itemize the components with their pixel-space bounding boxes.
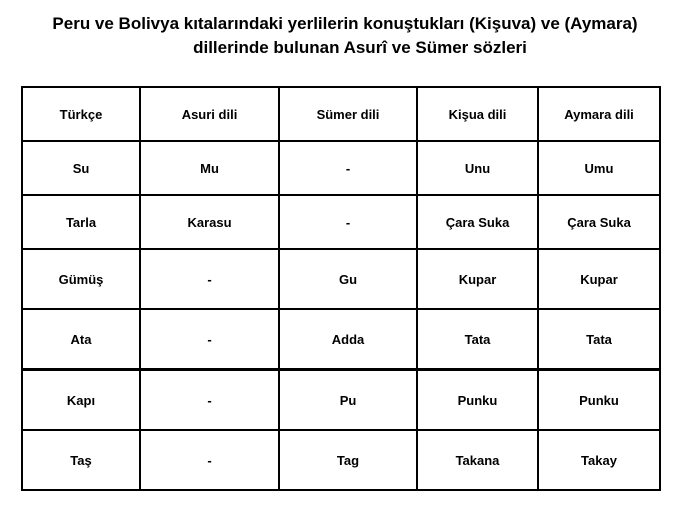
- table-row: [22, 249, 660, 309]
- table-cell: Punku: [538, 370, 660, 431]
- table-cell: Umu: [538, 141, 660, 195]
- header-cell: Kişua dili: [417, 87, 538, 141]
- header-cell: Asuri dili: [140, 87, 279, 141]
- title-line-2: dillerinde bulunan Asurî ve Sümer sözleri: [193, 38, 527, 57]
- table-cell: Mu: [140, 141, 279, 195]
- table-cell: Çara Suka: [538, 195, 660, 249]
- table-cell: Karasu: [140, 195, 279, 249]
- table-cell: -: [140, 249, 279, 309]
- title-line-1: Peru ve Bolivya kıtalarındaki yerlilerin konuştukları (Kişuva) ve (Aymara): [52, 14, 638, 33]
- table-row: [22, 370, 660, 431]
- table-cell: Çara Suka: [417, 195, 538, 249]
- header-cell: Aymara dili: [538, 87, 660, 141]
- table-cell: Gu: [279, 249, 417, 309]
- table-cell: Gümüş: [22, 249, 140, 309]
- page-title: [0, 12, 690, 60]
- table-row: [22, 430, 660, 490]
- table-cell: -: [140, 430, 279, 490]
- table-row: [22, 141, 660, 195]
- table-cell: Taş: [22, 430, 140, 490]
- table-cell: Ata: [22, 309, 140, 370]
- table-row: [22, 309, 660, 370]
- table-cell: Tarla: [22, 195, 140, 249]
- table-cell: Kupar: [538, 249, 660, 309]
- table-cell: Tag: [279, 430, 417, 490]
- table-cell: Unu: [417, 141, 538, 195]
- table-cell: Kupar: [417, 249, 538, 309]
- table-row: [22, 195, 660, 249]
- table-cell: Pu: [279, 370, 417, 431]
- table-cell: -: [140, 309, 279, 370]
- table-cell: Kapı: [22, 370, 140, 431]
- word-comparison-table: [21, 86, 661, 491]
- header-cell: Türkçe: [22, 87, 140, 141]
- table-cell: Takay: [538, 430, 660, 490]
- table-cell: Takana: [417, 430, 538, 490]
- table-header-row: [22, 87, 660, 141]
- table-cell: -: [279, 195, 417, 249]
- table-cell: -: [140, 370, 279, 431]
- table-cell: -: [279, 141, 417, 195]
- header-cell: Sümer dili: [279, 87, 417, 141]
- table-cell: Tata: [538, 309, 660, 370]
- table-cell: Su: [22, 141, 140, 195]
- table-cell: Tata: [417, 309, 538, 370]
- table-cell: Punku: [417, 370, 538, 431]
- table-cell: Adda: [279, 309, 417, 370]
